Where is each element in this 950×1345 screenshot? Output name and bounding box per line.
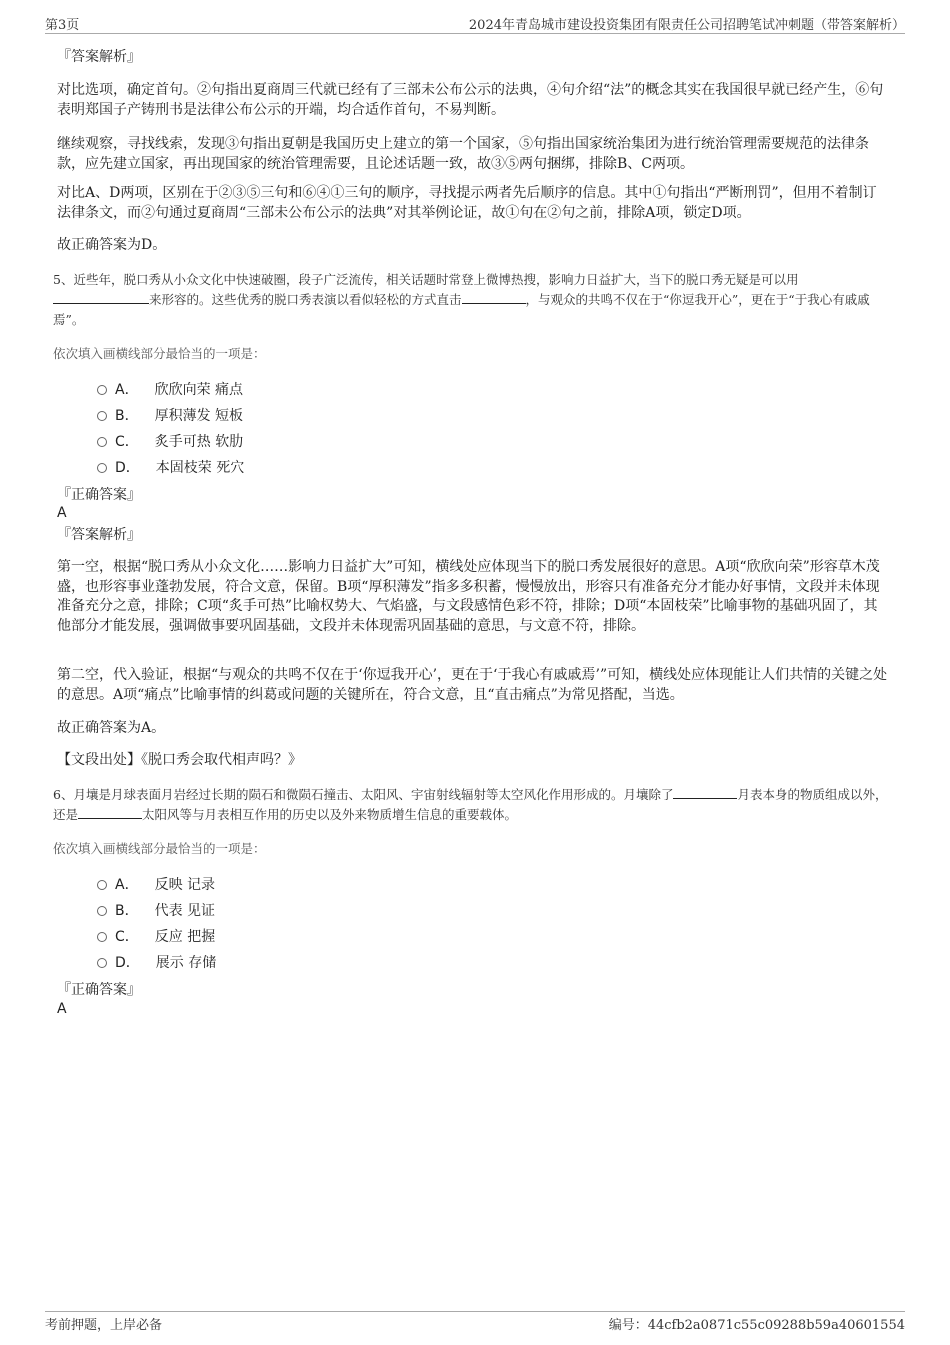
analysis-label: 『答案解析』: [57, 527, 141, 543]
option-b[interactable]: B． 代表 见证: [97, 902, 215, 920]
option-a[interactable]: A． 欣欣向荣 痛点: [97, 381, 243, 399]
radio-icon[interactable]: [97, 437, 107, 447]
analysis-conclusion: 故正确答案为D。: [57, 237, 167, 253]
radio-icon[interactable]: [97, 932, 107, 942]
fill-blank: [53, 291, 149, 304]
option-a[interactable]: A． 反映 记录: [97, 876, 215, 894]
analysis-label: 『答案解析』: [57, 49, 141, 65]
footer-divider: [45, 1311, 905, 1312]
question-stem: 6、月壤是月球表面月岩经过长期的陨石和微陨石撞击、太阳风、宇宙射线辐射等太空风化作用形成的。月壤除了 月表本身的物质组成以外，还是 太阳风等与月表相互作用的历史以及外来物质增生信息的重要载体。: [53, 787, 888, 822]
page-number: 第3页: [45, 18, 80, 33]
footer-slogan: 考前押题，上岸必备: [45, 1318, 163, 1333]
fill-blank: [462, 291, 526, 304]
document-code: 编号：44cfb2a0871c55c09288b59a40601554: [608, 1318, 905, 1333]
analysis-paragraph: 第二空，代入验证，根据“与观众的共鸣不仅在于‘你逗我开心’，更在于‘于我心有戚戚焉’”可知，横线处应体现能让人们共情的关键之处的意思。A项“痛点”比喻事情的纠葛或问题的关键所在，符合文意，且“直击痛点”为常见搭配，当选。: [57, 667, 888, 703]
correct-answer-label: 『正确答案』: [57, 487, 141, 503]
analysis-conclusion: 故正确答案为A。: [57, 720, 166, 736]
correct-answer: A: [57, 505, 67, 521]
correct-answer: A: [57, 1001, 67, 1017]
radio-icon[interactable]: [97, 880, 107, 890]
fill-blank: [673, 786, 737, 799]
option-c[interactable]: C． 炙手可热 软肋: [97, 433, 243, 451]
analysis-paragraph: 对比A、D两项，区别在于②③⑤三句和⑥④①三句的顺序，寻找提示两者先后顺序的信息。其中①句指出“严断刑罚”，但用不着制订法律条文，而②句通过夏商周“三部未公布公示的法典”对其举例论证，故①句在②句之前，排除A项，锁定D项。: [57, 185, 877, 221]
option-c[interactable]: C． 反应 把握: [97, 928, 215, 946]
radio-icon[interactable]: [97, 411, 107, 421]
page-header: [45, 14, 905, 32]
analysis-paragraph: 对比选项，确定首句。②句指出夏商周三代就已经有了三部未公布公示的法典，④句介绍“法”的概念其实在我国很早就已经产生，⑥句表明郑国子产铸刑书是法律公布公示的开端，均合适作首句，不易判断。: [57, 82, 884, 118]
option-b[interactable]: B． 厚积薄发 短板: [97, 407, 243, 425]
question-instruction: 依次填入画横线部分最恰当的一项是：: [53, 346, 266, 361]
analysis-paragraph: 第一空，根据“脱口秀从小众文化……影响力日益扩大”可知，横线处应体现当下的脱口秀发展很好的意思。A项“欣欣向荣”形容草木茂盛，也形容事业蓬勃发展，符合文意，保留。B项“厚积薄发”指多多积蓄，慢慢放出，形容只有准备充分才能办好事情，文段并未体现准备充分之意，排除；C项“炙手可热”比喻权势大、气焰盛，与文段感情色彩不符，排除；D项“本固枝荣”比喻事物的基础巩固了，其他部分才能发展，强调做事要巩固基础，文段并未体现需巩固基础的意思，与文意不符，排除。: [57, 559, 880, 634]
radio-icon[interactable]: [97, 906, 107, 916]
option-d[interactable]: D． 展示 存储: [97, 954, 216, 972]
document-title: 2024年青岛城市建设投资集团有限责任公司招聘笔试冲刺题（带答案解析）: [468, 18, 905, 33]
radio-icon[interactable]: [97, 958, 107, 968]
correct-answer-label: 『正确答案』: [57, 982, 141, 998]
analysis-paragraph: 继续观察，寻找线索，发现③句指出夏朝是我国历史上建立的第一个国家，⑤句指出国家统治集团为进行统治管理需要规范的法律条款，应先建立国家，再出现国家的统治管理需要，且论述话题一致，故③⑤两句捆绑，排除B、C两项。: [57, 136, 869, 172]
header-divider: [45, 33, 905, 34]
source-citation: 【文段出处】《脱口秀会取代相声吗？》: [57, 752, 302, 768]
question-stem: 5、近些年，脱口秀从小众文化中快速破圈，段子广泛流传，相关话题时常登上微博热搜，影响力日益扩大，当下的脱口秀无疑是可以用来形容的。这些优秀的脱口秀表演以看似轻松的方式直击 ，与观众的共鸣不仅在于“你逗我开心”，更在于“于我心有戚戚焉”。: [53, 272, 870, 327]
radio-icon[interactable]: [97, 463, 107, 473]
question-instruction: 依次填入画横线部分最恰当的一项是：: [53, 841, 266, 856]
radio-icon[interactable]: [97, 385, 107, 395]
option-d[interactable]: D． 本固枝荣 死穴: [97, 459, 244, 477]
fill-blank: [78, 806, 142, 819]
